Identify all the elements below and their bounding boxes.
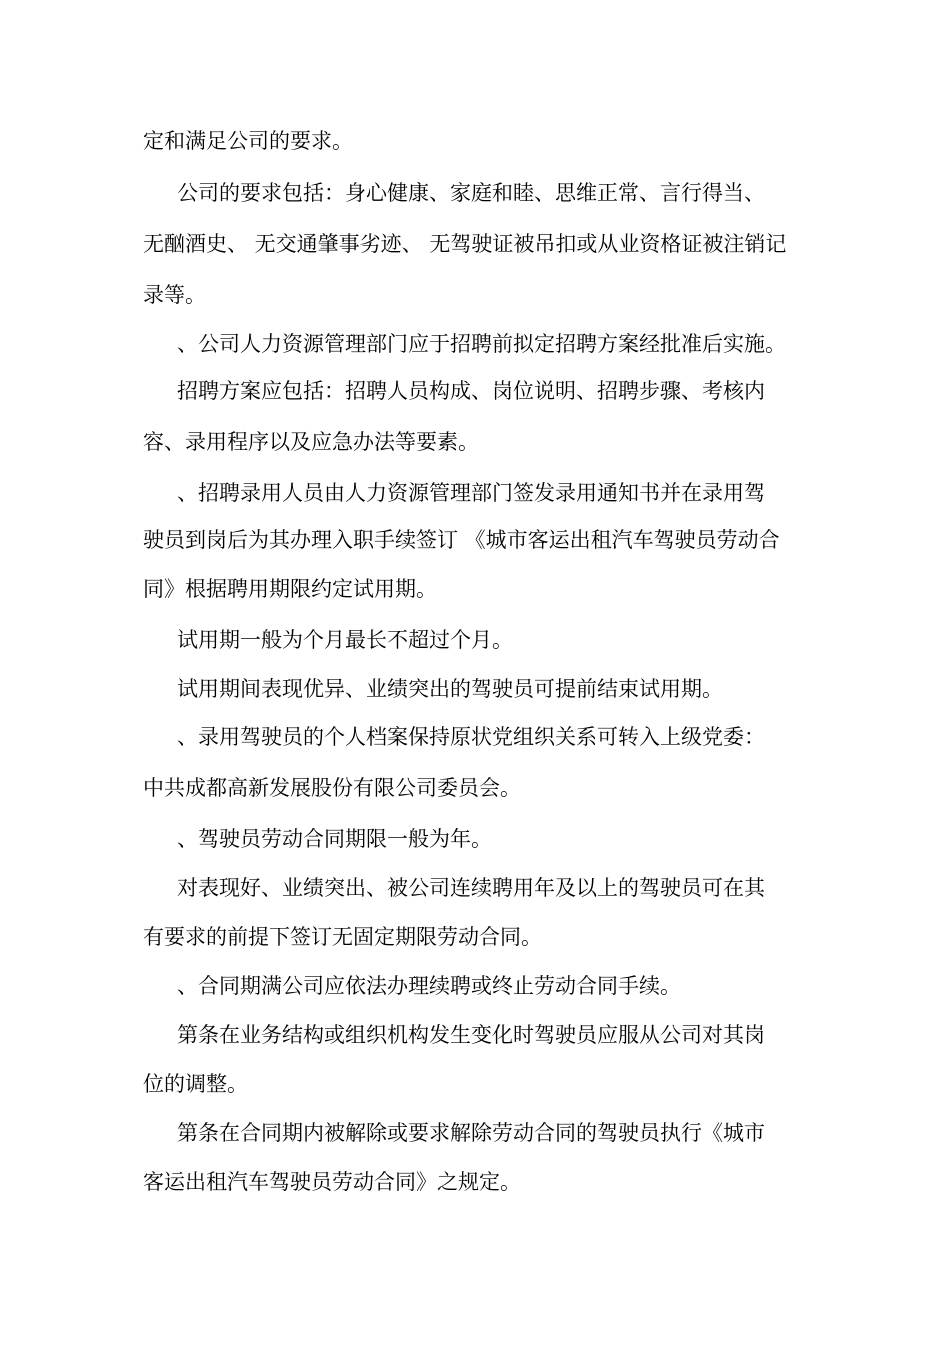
text-line: 对表现好、业绩突出、被公司连续聘用年及以上的驾驶员可在其 <box>177 876 765 900</box>
text-line: 第条在业务结构或组织机构发生变化时驾驶员应服从公司对其岗 <box>177 1023 765 1047</box>
text-line: 招聘方案应包括：招聘人员构成、岗位说明、招聘步骤、考核内 <box>177 379 765 403</box>
text-line: 公司的要求包括：身心健康、家庭和睦、思维正常、言行得当、 <box>177 181 765 205</box>
text-line: 同》根据聘用期限约定试用期。 <box>143 577 437 601</box>
text-line: 驶员到岗后为其办理入职手续签订 《城市客运出租汽车驾驶员劳动合 <box>143 528 780 552</box>
text-line: 、招聘录用人员由人力资源管理部门签发录用通知书并在录用驾 <box>177 481 765 505</box>
text-line: 、录用驾驶员的个人档案保持原状党组织关系可转入上级党委： <box>177 725 765 749</box>
text-line: 、驾驶员劳动合同期限一般为年。 <box>177 827 492 851</box>
text-line: 录等。 <box>143 283 206 307</box>
text-line: 客运出租汽车驾驶员劳动合同》之规定。 <box>143 1170 521 1194</box>
text-line: 定和满足公司的要求。 <box>143 129 353 153</box>
text-line: 容、录用程序以及应急办法等要素。 <box>143 430 479 454</box>
text-line: 试用期一般为个月最长不超过个月。 <box>177 628 513 652</box>
text-line: 位的调整。 <box>143 1072 248 1096</box>
text-line: 、合同期满公司应依法办理续聘或终止劳动合同手续。 <box>177 974 681 998</box>
text-line: 无酗酒史、 无交通肇事劣迹、 无驾驶证被吊扣或从业资格证被注销记 <box>143 232 787 256</box>
text-line: 试用期间表现优异、业绩突出的驾驶员可提前结束试用期。 <box>177 677 723 701</box>
text-line: 第条在合同期内被解除或要求解除劳动合同的驾驶员执行《城市 <box>177 1121 765 1145</box>
text-line: 、公司人力资源管理部门应于招聘前拟定招聘方案经批准后实施。 <box>177 332 786 356</box>
text-line: 中共成都高新发展股份有限公司委员会。 <box>143 776 521 800</box>
text-line: 有要求的前提下签订无固定期限劳动合同。 <box>143 925 542 949</box>
